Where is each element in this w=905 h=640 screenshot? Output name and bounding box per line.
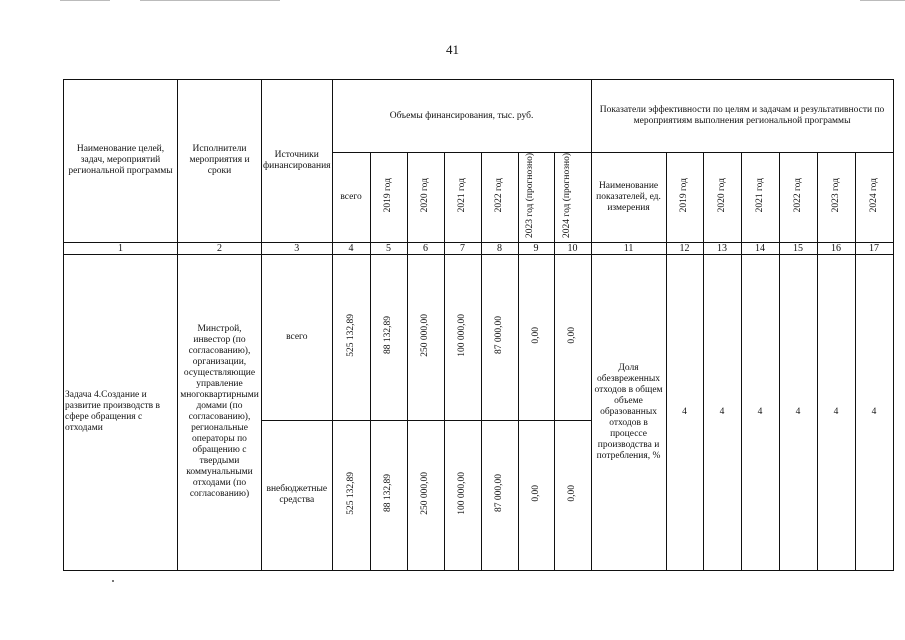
value-cell: 525 132,89 (332, 420, 370, 570)
col-num: 5 (370, 242, 407, 254)
header-financing: Объемы финансирования, тыс. руб. (332, 80, 591, 153)
header-ind-2019: 2019 год (666, 153, 703, 243)
value-cell: 250 000,00 (407, 420, 444, 570)
value-cell: 0,00 (518, 420, 554, 570)
indicator-value: 4 (703, 254, 741, 570)
source-extrabudget: внебюджетные средства (262, 420, 333, 570)
indicator-value: 4 (855, 254, 893, 570)
indicator-name: Доля обезвреженных отходов в общем объеме образованных отходов в процессе производства и потребления, % (591, 254, 666, 570)
header-fin-2022: 2022 год (481, 153, 518, 243)
scan-artifact-mid (140, 0, 280, 1)
header-ind-2024: 2024 год (855, 153, 893, 243)
data-row-total (64, 254, 894, 420)
header-indicators: Показатели эффективности по целям и задачам и результативности по мероприятиям выполнения региональной программы (591, 80, 893, 153)
header-ind-2020: 2020 год (703, 153, 741, 243)
value-cell: 87 000,00 (481, 254, 518, 420)
value-cell: 100 000,00 (444, 254, 481, 420)
col-num: 4 (332, 242, 370, 254)
col-num: 17 (855, 242, 893, 254)
executors-cell: Минстрой, инвестор (по согласованию), организации, осуществляющие управление многоквартирными домами (по согласованию), региональные операторы по обращению с твердыми коммунальными отходами (по согласованию) (178, 254, 262, 570)
col-num: 13 (703, 242, 741, 254)
header-fin-2019: 2019 год (370, 153, 407, 243)
header-fin-2021: 2021 год (444, 153, 481, 243)
col-num: 14 (741, 242, 779, 254)
header-sources: Источники финансирования (262, 80, 333, 243)
value-cell: 250 000,00 (407, 254, 444, 420)
value-cell: 0,00 (554, 420, 591, 570)
program-table (63, 79, 894, 571)
scan-artifact-right (860, 0, 905, 1)
scan-artifact-left (60, 0, 110, 1)
source-total: всего (262, 254, 333, 420)
header-row-1 (64, 80, 894, 153)
indicator-value: 4 (817, 254, 855, 570)
task-name: Задача 4.Создание и развитие производств в сфере обращения с отходами (64, 254, 178, 570)
header-ind-name: Наименование показателей, ед. измерения (591, 153, 666, 243)
header-fin-2023: 2023 год (прогнозно) (518, 153, 554, 243)
value-cell: 0,00 (518, 254, 554, 420)
header-fin-2020: 2020 год (407, 153, 444, 243)
value-cell: 525 132,89 (332, 254, 370, 420)
value-cell: 88 132,89 (370, 254, 407, 420)
indicator-value: 4 (779, 254, 817, 570)
col-num: 8 (481, 242, 518, 254)
col-num: 2 (178, 242, 262, 254)
header-ind-2023: 2023 год (817, 153, 855, 243)
col-num: 9 (518, 242, 554, 254)
header-executors: Исполнители мероприятия и сроки (178, 80, 262, 243)
col-num: 10 (554, 242, 591, 254)
indicator-value: 4 (741, 254, 779, 570)
value-cell: 88 132,89 (370, 420, 407, 570)
value-cell: 100 000,00 (444, 420, 481, 570)
col-num: 16 (817, 242, 855, 254)
col-num: 15 (779, 242, 817, 254)
header-fin-2024: 2024 год (прогнозно) (554, 153, 591, 243)
column-number-row (64, 242, 894, 254)
value-cell: 0,00 (554, 254, 591, 420)
header-fin-total: всего (332, 153, 370, 243)
value-cell: 87 000,00 (481, 420, 518, 570)
header-goals: Наименование целей, задач, мероприятий региональной программы (64, 80, 178, 243)
col-num: 6 (407, 242, 444, 254)
page-number: 41 (446, 42, 459, 57)
header-ind-2021: 2021 год (741, 153, 779, 243)
col-num: 7 (444, 242, 481, 254)
col-num: 1 (64, 242, 178, 254)
col-num: 3 (262, 242, 333, 254)
header-ind-2022: 2022 год (779, 153, 817, 243)
indicator-value: 4 (666, 254, 703, 570)
col-num: 11 (591, 242, 666, 254)
col-num: 12 (666, 242, 703, 254)
scan-speck (112, 580, 114, 582)
